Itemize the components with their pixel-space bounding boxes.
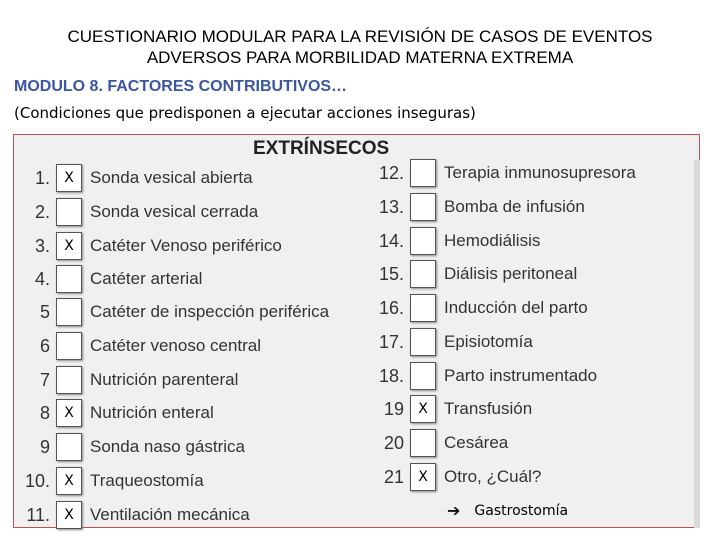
item-label: Sonda vesical cerrada <box>90 202 259 221</box>
checklist-item <box>10 397 214 429</box>
item-number: 16. <box>378 297 404 318</box>
item-checkbox[interactable] <box>410 159 436 187</box>
item-checkbox[interactable] <box>56 332 82 360</box>
item-checkbox[interactable] <box>410 395 436 423</box>
item-label: Catéter Venoso periférico <box>90 236 282 255</box>
checklist-item <box>10 364 238 396</box>
item-number: 3. <box>34 235 50 256</box>
item-label: Cesárea <box>444 433 509 452</box>
item-number: 7 <box>39 369 50 390</box>
checkbox-mark: X <box>64 405 74 421</box>
item-number: 14. <box>378 230 404 251</box>
item-number: 5 <box>39 301 50 322</box>
item-checkbox[interactable] <box>56 366 82 394</box>
checkbox-mark: X <box>64 238 74 254</box>
item-checkbox[interactable] <box>410 294 436 322</box>
checklist-item <box>10 296 329 328</box>
checklist-item <box>364 461 541 493</box>
item-checkbox[interactable] <box>410 193 436 221</box>
checkbox-mark: X <box>64 473 74 489</box>
item-number: 10. <box>24 470 50 491</box>
item-number: 6 <box>39 335 50 356</box>
checklist-item <box>364 258 577 290</box>
item-label: Sonda vesical abierta <box>90 168 253 187</box>
item-number: 4. <box>34 268 50 289</box>
item-checkbox[interactable] <box>410 463 436 491</box>
item-checkbox[interactable] <box>410 227 436 255</box>
checkbox-mark: X <box>418 469 428 485</box>
document-title <box>0 26 720 68</box>
item-label: Diálisis peritoneal <box>444 264 578 283</box>
checklist-item <box>10 162 253 194</box>
item-number: 1. <box>34 167 50 188</box>
item-number: 19 <box>383 398 404 419</box>
item-checkbox[interactable] <box>56 501 82 529</box>
item-checkbox[interactable] <box>410 260 436 288</box>
item-checkbox[interactable] <box>56 298 82 326</box>
item-number: 21 <box>383 466 404 487</box>
checklist-item <box>364 427 508 459</box>
checklist-item <box>364 191 585 223</box>
checklist-item <box>10 196 258 228</box>
item-label: Traqueostomía <box>90 471 204 490</box>
checklist-item <box>364 393 532 425</box>
item-label: Hemodiálisis <box>444 231 541 250</box>
item-number: 9 <box>39 436 50 457</box>
item-label: Inducción del parto <box>444 298 588 317</box>
item-label: Ventilación mecánica <box>90 505 250 524</box>
item-label: Terapia inmunosupresora <box>444 163 636 182</box>
item-checkbox[interactable] <box>56 433 82 461</box>
item-label: Nutrición enteral <box>90 403 214 422</box>
item-checkbox[interactable] <box>56 232 82 260</box>
other-answer-value: Gastrostomía <box>474 503 569 519</box>
section-title: EXTRÍNSECOS <box>253 138 390 159</box>
title-line-2: ADVERSOS PARA MORBILIDAD MATERNA EXTREMA <box>146 48 574 67</box>
checklist-item <box>10 465 204 497</box>
item-label: Parto instrumentado <box>444 366 598 385</box>
item-label: Otro, ¿Cuál? <box>444 467 542 486</box>
item-number: 15. <box>378 263 404 284</box>
checklist-item <box>10 330 261 362</box>
other-answer <box>447 501 568 521</box>
checklist-item <box>364 225 540 257</box>
item-number: 13. <box>378 196 404 217</box>
item-number: 8 <box>39 402 50 423</box>
item-checkbox[interactable] <box>56 467 82 495</box>
checklist-item <box>364 292 588 324</box>
item-number: 20 <box>383 432 404 453</box>
panel-shadow <box>694 160 700 528</box>
checkbox-mark: X <box>64 507 74 523</box>
item-checkbox[interactable] <box>56 198 82 226</box>
item-label: Catéter arterial <box>90 269 203 288</box>
item-label: Catéter de inspección periférica <box>90 302 330 321</box>
item-label: Transfusión <box>444 399 533 418</box>
checklist-item <box>364 157 636 189</box>
checkbox-mark: X <box>418 401 428 417</box>
checklist-item <box>10 230 282 262</box>
item-label: Catéter venoso central <box>90 336 262 355</box>
item-label: Sonda naso gástrica <box>90 437 245 456</box>
checklist-item <box>10 263 202 295</box>
title-line-1: CUESTIONARIO MODULAR PARA LA REVISIÓN DE CASOS DE EVENTOS <box>67 27 653 46</box>
item-checkbox[interactable] <box>410 362 436 390</box>
item-number: 17. <box>378 331 404 352</box>
item-label: Nutrición parenteral <box>90 370 239 389</box>
checklist-item <box>364 360 597 392</box>
item-checkbox[interactable] <box>410 328 436 356</box>
item-checkbox[interactable] <box>56 265 82 293</box>
module-heading: MODULO 8. FACTORES CONTRIBUTIVOS… <box>14 78 348 95</box>
item-number: 11. <box>26 504 50 525</box>
item-checkbox[interactable] <box>56 399 82 427</box>
module-subtitle: (Condiciones que predisponen a ejecutar acciones inseguras) <box>14 104 476 122</box>
arrow-right-icon: ➔ <box>447 503 461 520</box>
item-checkbox[interactable] <box>56 164 82 192</box>
item-checkbox[interactable] <box>410 429 436 457</box>
item-number: 12. <box>378 162 404 183</box>
item-label: Episiotomía <box>444 332 533 351</box>
item-number: 18. <box>378 365 404 386</box>
item-number: 2. <box>34 201 50 222</box>
checklist-item <box>364 326 533 358</box>
item-label: Bomba de infusión <box>444 197 585 216</box>
checkbox-mark: X <box>64 170 74 186</box>
checklist-item <box>10 499 250 531</box>
checklist-item <box>10 431 245 463</box>
